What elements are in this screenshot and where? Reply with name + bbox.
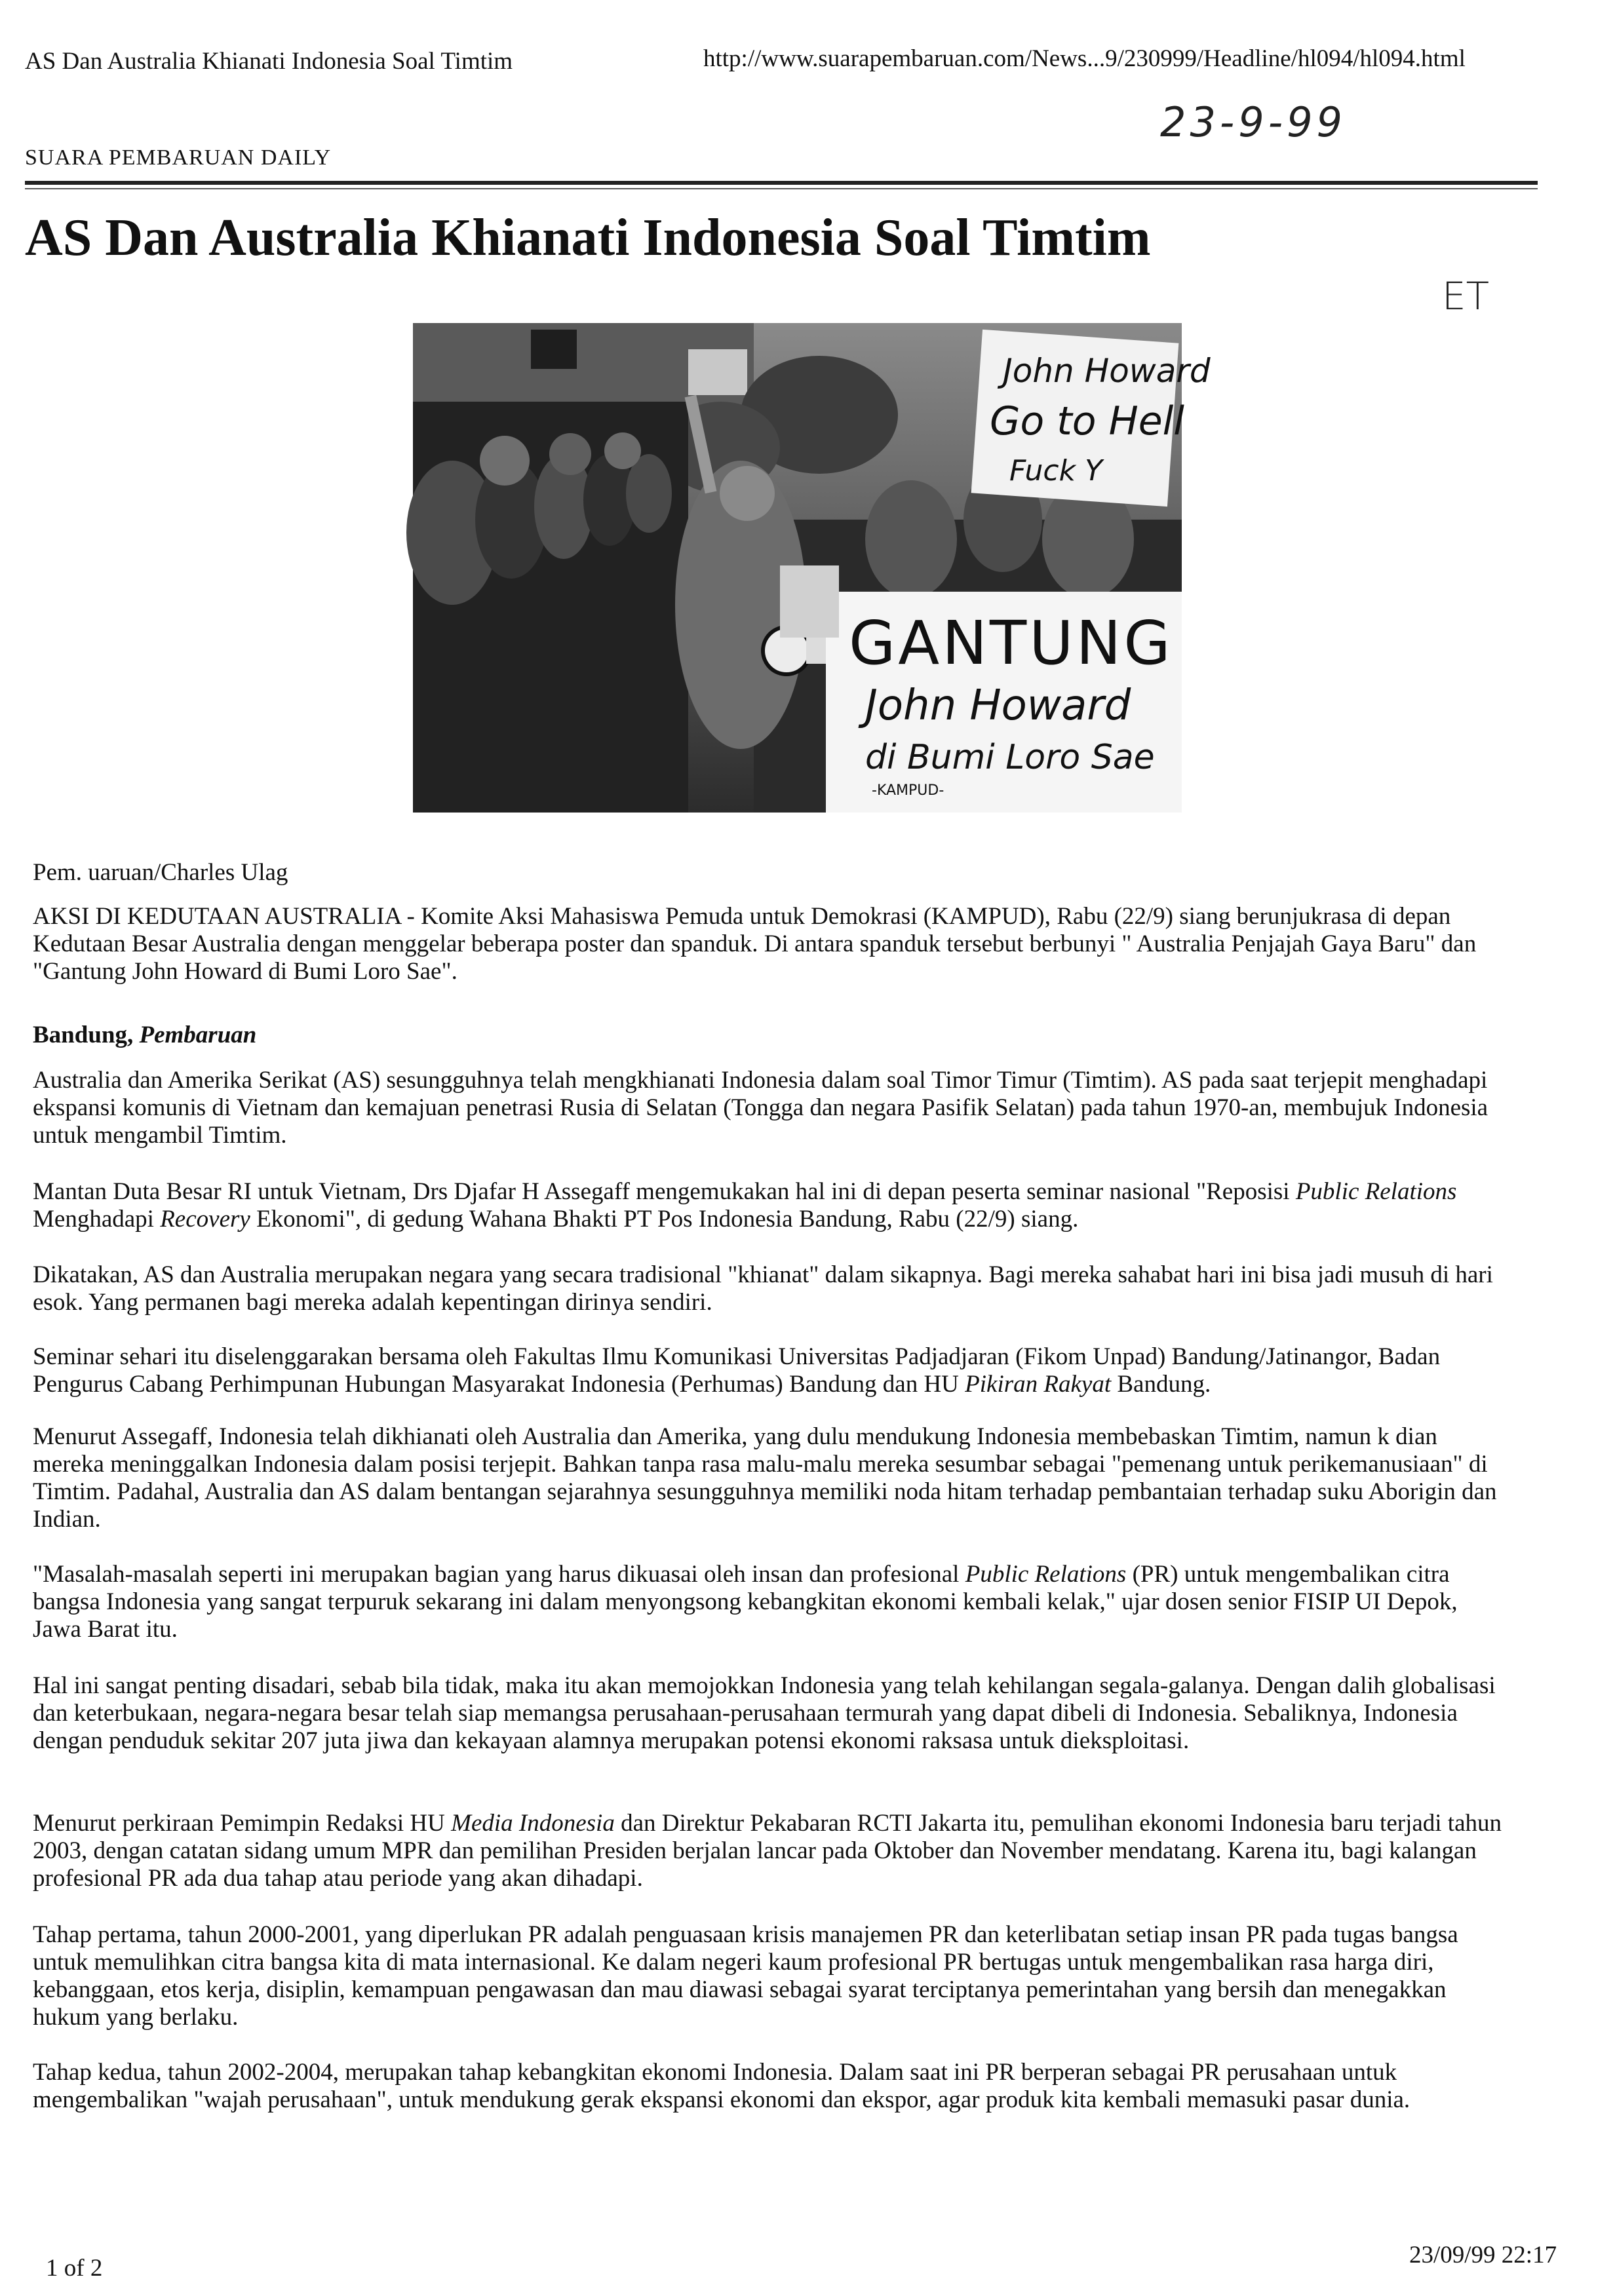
publication-name: SUARA PEMBARUAN DAILY xyxy=(25,145,332,170)
p6-italic-public-relations: Public Relations xyxy=(965,1561,1127,1588)
body-paragraph-3: Dikatakan, AS dan Australia merupakan negara yang secara tradisional "khianat" dalam sikapnya. Bagi mereka sahabat hari ini bisa jadi musuh di hari esok. Yang permanen bagi mereka adalah kepentingan dirinya sendiri. xyxy=(33,1261,1493,1316)
body-paragraph-5: Menurut Assegaff, Indonesia telah dikhianati oleh Australia dan Amerika, yang dulu mendukung Indonesia membebaskan Timtim, namun k dian mereka meninggalkan Indonesia dalam posisi terjepit. Bahkan tanpa rasa malu-malu mereka sesumbar sebagai "pemenang untuk perikemanusiaan" di Timtim. Padahal, Australia dan AS dalam bentangan sejarahnya sesungguhnya memiliki noda hitam terhadap pembantaian terhadap suku Aborigin dan Indian. xyxy=(33,1423,1497,1533)
p2-text-b: Menghadapi xyxy=(33,1206,161,1233)
dateline-place: Bandung, xyxy=(33,1022,140,1048)
sign-top-line2: Go to Hell xyxy=(990,398,1184,444)
p2-text-c: Ekonomi", di gedung Wahana Bhakti PT Pos Indonesia Bandung, Rabu (22/9) siang. xyxy=(250,1206,1079,1233)
news-photo xyxy=(413,323,1211,813)
p6-text-b: (PR) untuk mengembalikan citra bangsa Indonesia yang sangat terpuruk sekarang ini dalam menyongsong kebangkitan ekonomi kembali kelak," ujar dosen senior FISIP UI Depok, Jawa Barat itu. xyxy=(33,1561,1458,1643)
page-header-title: AS Dan Australia Khianati Indonesia Soal Timtim xyxy=(25,48,513,75)
sign-top-line1: John Howard xyxy=(1003,352,1211,390)
page-url: http://www.suarapembaruan.com/News...9/230999/Headline/hl094/hl094.html xyxy=(703,45,1466,72)
photo-credit: Pem. uaruan/Charles Ulag xyxy=(33,859,288,886)
dateline xyxy=(33,1021,256,1049)
handwritten-initials-annotation: ET xyxy=(1442,274,1490,318)
p4-italic-pikiran-rakyat: Pikiran Rakyat xyxy=(965,1371,1112,1398)
p8-text-b: dan Direktur Pekabaran RCTI Jakarta itu, pemulihan ekonomi Indonesia baru terjadi tahun 2003, dengan catatan sidang umum MPR dan pemilihan Presiden berjalan lancar pada Oktober dan November mendatang. Karena itu, bagi kalangan profesional PR ada dua tahap atau periode yang akan dihadapi. xyxy=(33,1810,1502,1892)
sign-top-line3: Fuck Y xyxy=(1009,454,1102,488)
page-number: 1 of 2 xyxy=(46,2255,103,2282)
dateline-source: Pembaruan xyxy=(139,1022,257,1048)
body-paragraph-7: Hal ini sangat penting disadari, sebab bila tidak, maka itu akan memojokkan Indonesia yang telah kehilangan segala-galanya. Dengan dalih globalisasi dan keterbukaan, negara-negara besar telah siap memangsa perusahaan-perusahaan termurah yang dapat dibeli di Indonesia. Sebaliknya, Indonesia dengan penduduk sekitar 207 juta jiwa dan kekayaan alamnya merupakan potensi ekonomi raksasa untuk dieksploitasi. xyxy=(33,1672,1496,1754)
body-paragraph-6 xyxy=(33,1561,1508,1643)
p6-text-a: "Masalah-masalah seperti ini merupakan bagian yang harus dikuasai oleh insan dan profesional xyxy=(33,1561,965,1588)
header-rule-thin xyxy=(25,188,1538,189)
sign-main-line2: John Howard xyxy=(865,681,1131,730)
protest-photo-illustration xyxy=(413,323,1211,813)
handwritten-date-annotation: 23-9-99 xyxy=(1160,98,1346,146)
body-paragraph-9: Tahap pertama, tahun 2000-2001, yang diperlukan PR adalah penguasaan krisis manajemen PR dan keterlibatan setiap insan PR pada tugas bangsa untuk memulihkan citra bangsa kita di mata internasional. Ke dalam negeri kaum profesional PR bertugas untuk mengembalikan rasa harga diri, kebanggaan, etos kerja, disiplin, kemampuan pengawasan dan mau diawasi sebagai syarat terciptanya pemerintahan yang bersih dan menegakkan hukum yang berlaku. xyxy=(33,1921,1458,2031)
header-rule xyxy=(25,181,1538,185)
p4-text-b: Bandung. xyxy=(1111,1371,1211,1398)
p2-italic-public-relations: Public Relations xyxy=(1295,1178,1457,1205)
body-paragraph-4 xyxy=(33,1343,1508,1398)
p2-text-a: Mantan Duta Besar RI untuk Vietnam, Drs Djafar H Assegaff mengemukakan hal ini di depan peserta seminar nasional "Reposisi xyxy=(33,1178,1296,1205)
sign-main-line3: di Bumi Loro Sae xyxy=(865,738,1155,777)
body-paragraph-8 xyxy=(33,1810,1508,1892)
body-paragraph-2 xyxy=(33,1178,1508,1233)
body-paragraph-10: Tahap kedua, tahun 2002-2004, merupakan tahap kebangkitan ekonomi Indonesia. Dalam saat ini PR berperan sebagai PR perusahaan untuk mengembalikan "wajah perusahaan", untuk mendukung gerak ekspansi ekonomi dan ekspor, agar produk kita kembali memasuki pasar dunia. xyxy=(33,2059,1411,2113)
p8-italic-media-indonesia: Media Indonesia xyxy=(451,1810,615,1837)
p4-text-a: Seminar sehari itu diselenggarakan bersama oleh Fakultas Ilmu Komunikasi Universitas Padjadjaran (Fikom Unpad) Bandung/Jatinangor, Badan Pengurus Cabang Perhimpunan Hubungan Masyarakat Indonesia (Perhumas) Bandung dan HU xyxy=(33,1343,1441,1398)
print-timestamp: 23/09/99 22:17 xyxy=(1409,2242,1557,2268)
photo-caption: AKSI DI KEDUTAAN AUSTRALIA - Komite Aksi Mahasiswa Pemuda untuk Demokrasi (KAMPUD), Rabu (22/9) siang berunjukrasa di depan Kedutaan Besar Australia dengan menggelar beberapa poster dan spanduk. Di antara spanduk tersebut berbunyi " Australia Penjajah Gaya Baru" dan "Gantung John Howard di Bumi Loro Sae". xyxy=(33,903,1477,985)
p2-italic-recovery: Recovery xyxy=(160,1206,250,1233)
sign-main-line1: GANTUNG xyxy=(849,608,1173,678)
sign-main-credit: -KAMPUD- xyxy=(872,782,944,799)
article-title: AS Dan Australia Khianati Indonesia Soal Timtim xyxy=(25,209,1151,267)
p8-text-a: Menurut perkiraan Pemimpin Redaksi HU xyxy=(33,1810,452,1837)
body-paragraph-1: Australia dan Amerika Serikat (AS) sesungguhnya telah mengkhianati Indonesia dalam soal Timor Timur (Timtim). AS pada saat terjepit menghadapi ekspansi komunis di Vietnam dan kemajuan penetrasi Rusia di Selatan (Tongga dan negara Pasifik Selatan) pada tahun 1970-an, membujuk Indonesia untuk mengambil Timtim. xyxy=(33,1067,1489,1149)
